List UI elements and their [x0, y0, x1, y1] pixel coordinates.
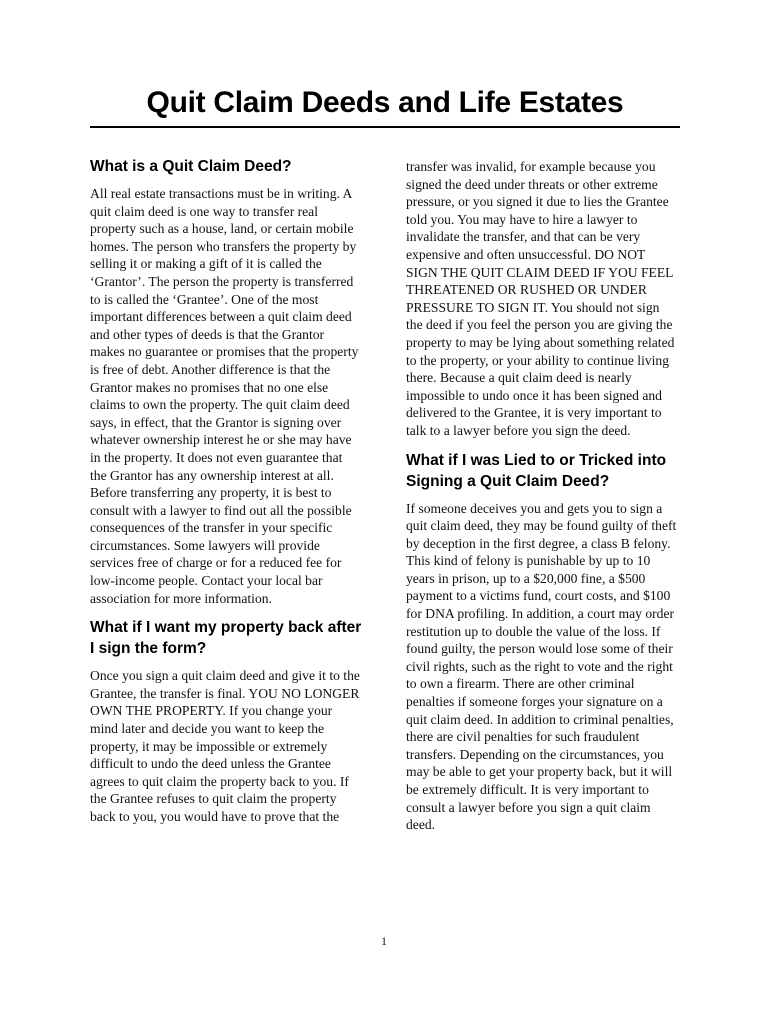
left-column: [90, 156, 362, 836]
section-body-want-back-part1: Once you sign a quit claim deed and give it to the Grantee, the transfer is final. YOU NO LONGER OWN THE PROPERTY. If you change your mind later and decide you want to keep the property, it may be impossible or extremely difficult to undo the deed unless the Grantee agrees to quit claim the property back to you. If the Grantee refuses to quit claim the property back to you, you would have to prove that the: [90, 668, 360, 824]
section-heading-lied-to: What if I was Lied to or Tricked into Signing a Quit Claim Deed?: [406, 451, 667, 490]
section-body-want-back-part2: transfer was invalid, for example because you signed the deed under threats or other extreme pressure, or you signed it due to lies the Grantee told you. You may have to hire a lawyer to invalidate the transfer, and that can be very expensive and often unsuccessful. DO NOT SIGN THE QUIT CLAIM DEED IF YOU FEEL THREATENED OR RUSHED OR UNDER PRESSURE TO SIGN IT. You should not sign the deed if you feel the person you are giving the property to may be lying about something related to the property, or your ability to continue living there. Because a quit claim deed is nearly impossible to undo once it has been signed and delivered to the Grantee, it is very important to talk to a lawyer before you sign the deed.: [406, 159, 675, 438]
page-title: Quit Claim Deeds and Life Estates: [146, 86, 624, 119]
section-heading-what-is: What is a Quit Claim Deed?: [90, 158, 292, 175]
section-heading-want-back: What if I want my property back after I sign the form?: [90, 619, 362, 658]
title-rule: [90, 126, 680, 128]
page-number: 1: [381, 934, 387, 948]
right-column: [406, 158, 678, 844]
section-body-lied-to: If someone deceives you and gets you to sign a quit claim deed, they may be found guilty of theft by deception in the first degree, a class B felony. This kind of felony is punishable by up to 10 years in prison, up to a $20,000 fine, a $500 payment to a victims fund, court costs, and $100 for DNA profiling. In addition, a court may order restitution up to double the value of the loss. If found guilty, the person would lose some of their civil rights, such as the right to vote and the right to own a firearm. There are other criminal penalties if someone forges your signature on a quit claim deed. In addition to criminal penalties, there are civil penalties for such fraudulent transfers. Depending on the circumstances, you may be able to get your property back, but it will be extremely difficult. It is very important to consult a lawyer before you sign a quit claim deed.: [406, 500, 677, 833]
section-body-what-is: All real estate transactions must be in writing. A quit claim deed is one way to transfer real property such as a house, land, or certain mobile homes. The person who transfers the property by selling it or making a gift of it is called the ‘Grantor’. The person the property is transferred to is called the ‘Grantee’. One of the most important differences between a quit claim deed and other types of deeds is that the Grantor makes no guarantee or promises that the property is free of debt. Another difference is that the Grantor makes no promises that no one else claims to own the property. The quit claim deed says, in effect, that the Grantor is signing over whatever ownership interest he or she may have in the property. It does not even guarantee that the Grantor has any ownership interest at all. Before transferring any property, it is best to consult with a lawyer to find out all the possible consequences of the transfer in your specific circumstances. Some lawyers will provide services free of charge or for a reduced fee for low-income people. Contact your local bar association for more information.: [90, 186, 359, 606]
